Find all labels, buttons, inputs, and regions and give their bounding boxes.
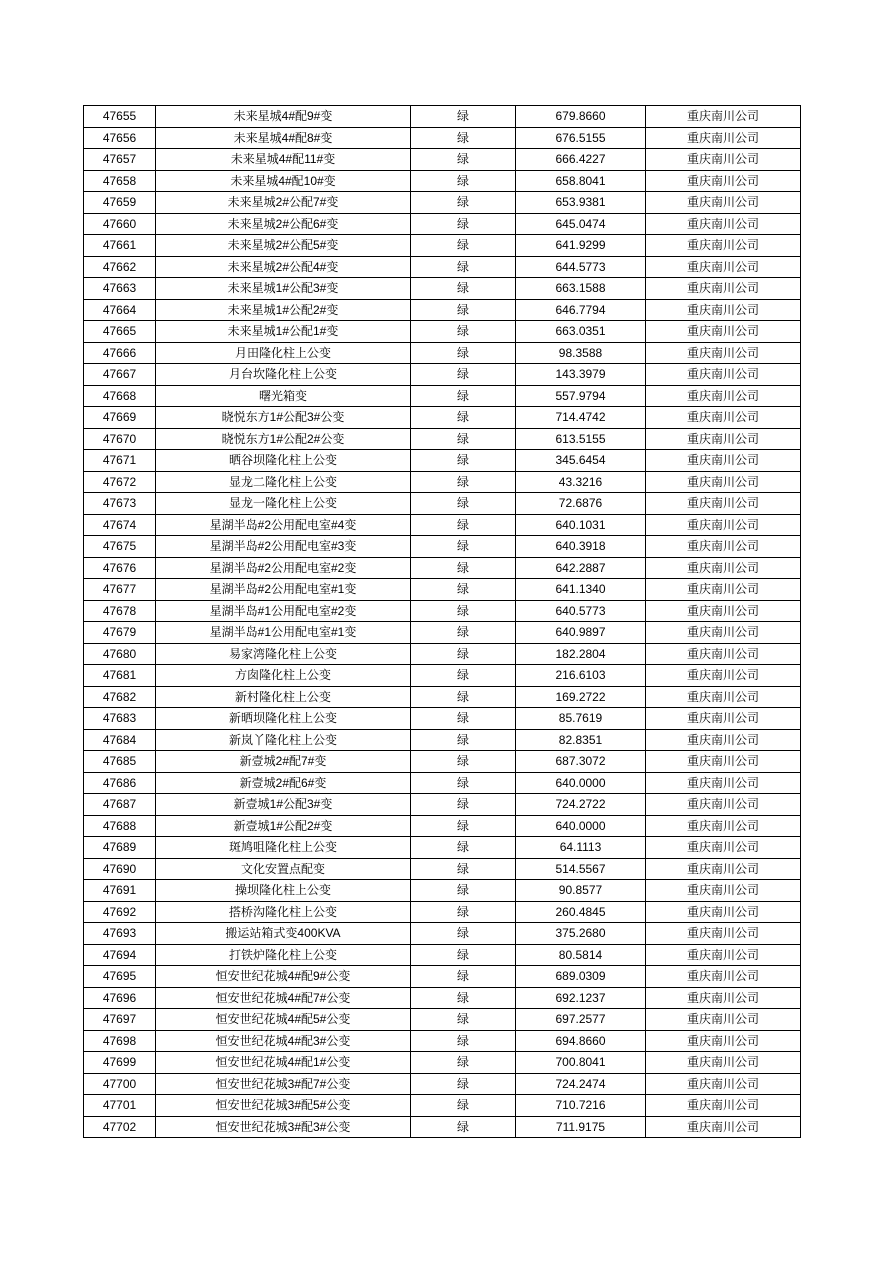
table-row: [84, 213, 801, 235]
table-row: [84, 450, 801, 472]
cell-status: 绿: [411, 643, 516, 665]
cell-company: 重庆南川公司: [646, 665, 801, 687]
table-row: [84, 514, 801, 536]
cell-id: 47671: [84, 450, 156, 472]
table-row: [84, 1116, 801, 1138]
cell-status: 绿: [411, 1030, 516, 1052]
cell-id: 47656: [84, 127, 156, 149]
cell-value: 557.9794: [516, 385, 646, 407]
cell-company: 重庆南川公司: [646, 1116, 801, 1138]
cell-name: 未来星城1#公配1#变: [156, 321, 411, 343]
table-row: [84, 880, 801, 902]
cell-company: 重庆南川公司: [646, 1095, 801, 1117]
cell-id: 47683: [84, 708, 156, 730]
cell-name: 星湖半岛#2公用配电室#3变: [156, 536, 411, 558]
table-row: [84, 794, 801, 816]
cell-name: 未来星城2#公配4#变: [156, 256, 411, 278]
cell-status: 绿: [411, 751, 516, 773]
table-row: [84, 1073, 801, 1095]
cell-value: 90.8577: [516, 880, 646, 902]
cell-name: 恒安世纪花城3#配3#公变: [156, 1116, 411, 1138]
cell-id: 47665: [84, 321, 156, 343]
cell-id: 47700: [84, 1073, 156, 1095]
cell-id: 47688: [84, 815, 156, 837]
table-row: [84, 471, 801, 493]
table-body: [84, 106, 801, 1138]
cell-value: 85.7619: [516, 708, 646, 730]
cell-company: 重庆南川公司: [646, 1030, 801, 1052]
cell-value: 666.4227: [516, 149, 646, 171]
cell-status: 绿: [411, 923, 516, 945]
cell-company: 重庆南川公司: [646, 987, 801, 1009]
cell-name: 新壹城2#配6#变: [156, 772, 411, 794]
table-row: [84, 901, 801, 923]
cell-value: 694.8660: [516, 1030, 646, 1052]
cell-value: 514.5567: [516, 858, 646, 880]
table-row: [84, 170, 801, 192]
table-row: [84, 1009, 801, 1031]
cell-name: 显龙一隆化柱上公变: [156, 493, 411, 515]
cell-status: 绿: [411, 729, 516, 751]
table-row: [84, 321, 801, 343]
cell-company: 重庆南川公司: [646, 686, 801, 708]
cell-company: 重庆南川公司: [646, 170, 801, 192]
cell-company: 重庆南川公司: [646, 342, 801, 364]
cell-name: 恒安世纪花城4#配9#公变: [156, 966, 411, 988]
cell-status: 绿: [411, 880, 516, 902]
cell-status: 绿: [411, 127, 516, 149]
cell-company: 重庆南川公司: [646, 944, 801, 966]
cell-company: 重庆南川公司: [646, 708, 801, 730]
cell-value: 689.0309: [516, 966, 646, 988]
cell-value: 640.0000: [516, 815, 646, 837]
cell-name: 月田隆化柱上公变: [156, 342, 411, 364]
cell-name: 新壹城1#公配3#变: [156, 794, 411, 816]
cell-id: 47669: [84, 407, 156, 429]
cell-name: 斑鸠咀隆化柱上公变: [156, 837, 411, 859]
cell-company: 重庆南川公司: [646, 1073, 801, 1095]
table-row: [84, 192, 801, 214]
cell-name: 晓悦东方1#公配2#公变: [156, 428, 411, 450]
cell-status: 绿: [411, 1116, 516, 1138]
cell-company: 重庆南川公司: [646, 471, 801, 493]
table-row: [84, 579, 801, 601]
cell-value: 641.9299: [516, 235, 646, 257]
cell-value: 216.6103: [516, 665, 646, 687]
cell-status: 绿: [411, 858, 516, 880]
cell-value: 710.7216: [516, 1095, 646, 1117]
cell-id: 47691: [84, 880, 156, 902]
cell-company: 重庆南川公司: [646, 815, 801, 837]
cell-name: 新村隆化柱上公变: [156, 686, 411, 708]
cell-id: 47680: [84, 643, 156, 665]
table-row: [84, 729, 801, 751]
table-row: [84, 772, 801, 794]
cell-value: 82.8351: [516, 729, 646, 751]
cell-status: 绿: [411, 622, 516, 644]
cell-id: 47686: [84, 772, 156, 794]
cell-name: 恒安世纪花城4#配7#公变: [156, 987, 411, 1009]
cell-id: 47672: [84, 471, 156, 493]
cell-id: 47699: [84, 1052, 156, 1074]
cell-id: 47661: [84, 235, 156, 257]
cell-status: 绿: [411, 106, 516, 128]
cell-company: 重庆南川公司: [646, 622, 801, 644]
cell-id: 47658: [84, 170, 156, 192]
cell-company: 重庆南川公司: [646, 536, 801, 558]
cell-name: 文化安置点配变: [156, 858, 411, 880]
table-row: [84, 256, 801, 278]
cell-value: 700.8041: [516, 1052, 646, 1074]
table-row: [84, 1052, 801, 1074]
cell-company: 重庆南川公司: [646, 385, 801, 407]
table-row: [84, 751, 801, 773]
cell-company: 重庆南川公司: [646, 149, 801, 171]
cell-id: 47689: [84, 837, 156, 859]
table-row: [84, 858, 801, 880]
cell-status: 绿: [411, 1052, 516, 1074]
cell-value: 80.5814: [516, 944, 646, 966]
cell-status: 绿: [411, 514, 516, 536]
cell-id: 47682: [84, 686, 156, 708]
cell-name: 易家湾隆化柱上公变: [156, 643, 411, 665]
cell-id: 47687: [84, 794, 156, 816]
cell-id: 47679: [84, 622, 156, 644]
cell-name: 恒安世纪花城4#配1#公变: [156, 1052, 411, 1074]
cell-company: 重庆南川公司: [646, 192, 801, 214]
cell-id: 47657: [84, 149, 156, 171]
table-row: [84, 923, 801, 945]
cell-company: 重庆南川公司: [646, 794, 801, 816]
cell-company: 重庆南川公司: [646, 321, 801, 343]
table-row: [84, 837, 801, 859]
table-row: [84, 428, 801, 450]
table-row: [84, 407, 801, 429]
cell-status: 绿: [411, 493, 516, 515]
cell-company: 重庆南川公司: [646, 901, 801, 923]
cell-status: 绿: [411, 170, 516, 192]
cell-value: 724.2474: [516, 1073, 646, 1095]
cell-name: 恒安世纪花城4#配3#公变: [156, 1030, 411, 1052]
cell-name: 未来星城4#配8#变: [156, 127, 411, 149]
cell-status: 绿: [411, 342, 516, 364]
cell-company: 重庆南川公司: [646, 235, 801, 257]
cell-id: 47685: [84, 751, 156, 773]
cell-id: 47670: [84, 428, 156, 450]
cell-id: 47667: [84, 364, 156, 386]
cell-value: 143.3979: [516, 364, 646, 386]
cell-name: 未来星城1#公配2#变: [156, 299, 411, 321]
table-row: [84, 708, 801, 730]
table-row: [84, 342, 801, 364]
cell-status: 绿: [411, 794, 516, 816]
cell-name: 恒安世纪花城4#配5#公变: [156, 1009, 411, 1031]
cell-status: 绿: [411, 557, 516, 579]
table-row: [84, 235, 801, 257]
cell-status: 绿: [411, 600, 516, 622]
cell-value: 98.3588: [516, 342, 646, 364]
cell-status: 绿: [411, 536, 516, 558]
cell-id: 47664: [84, 299, 156, 321]
cell-status: 绿: [411, 1073, 516, 1095]
cell-id: 47659: [84, 192, 156, 214]
table-row: [84, 987, 801, 1009]
cell-value: 711.9175: [516, 1116, 646, 1138]
cell-status: 绿: [411, 149, 516, 171]
cell-id: 47675: [84, 536, 156, 558]
cell-name: 新岚丫隆化柱上公变: [156, 729, 411, 751]
cell-status: 绿: [411, 364, 516, 386]
cell-value: 641.1340: [516, 579, 646, 601]
cell-value: 260.4845: [516, 901, 646, 923]
table-row: [84, 106, 801, 128]
cell-company: 重庆南川公司: [646, 600, 801, 622]
cell-id: 47673: [84, 493, 156, 515]
cell-name: 星湖半岛#2公用配电室#4变: [156, 514, 411, 536]
cell-name: 新晒坝隆化柱上公变: [156, 708, 411, 730]
cell-status: 绿: [411, 428, 516, 450]
cell-value: 653.9381: [516, 192, 646, 214]
cell-company: 重庆南川公司: [646, 837, 801, 859]
cell-value: 640.5773: [516, 600, 646, 622]
cell-id: 47677: [84, 579, 156, 601]
cell-id: 47668: [84, 385, 156, 407]
cell-name: 未来星城4#配11#变: [156, 149, 411, 171]
cell-value: 692.1237: [516, 987, 646, 1009]
cell-value: 640.9897: [516, 622, 646, 644]
cell-id: 47697: [84, 1009, 156, 1031]
cell-status: 绿: [411, 815, 516, 837]
cell-company: 重庆南川公司: [646, 880, 801, 902]
cell-value: 687.3072: [516, 751, 646, 773]
table-row: [84, 665, 801, 687]
cell-company: 重庆南川公司: [646, 729, 801, 751]
cell-status: 绿: [411, 686, 516, 708]
cell-company: 重庆南川公司: [646, 493, 801, 515]
cell-value: 375.2680: [516, 923, 646, 945]
cell-id: 47660: [84, 213, 156, 235]
table-row: [84, 127, 801, 149]
cell-status: 绿: [411, 966, 516, 988]
cell-company: 重庆南川公司: [646, 772, 801, 794]
cell-company: 重庆南川公司: [646, 299, 801, 321]
cell-company: 重庆南川公司: [646, 858, 801, 880]
cell-id: 47662: [84, 256, 156, 278]
cell-status: 绿: [411, 901, 516, 923]
table-row: [84, 1095, 801, 1117]
cell-name: 月台坎隆化柱上公变: [156, 364, 411, 386]
cell-company: 重庆南川公司: [646, 127, 801, 149]
table-row: [84, 364, 801, 386]
cell-value: 676.5155: [516, 127, 646, 149]
cell-status: 绿: [411, 256, 516, 278]
cell-company: 重庆南川公司: [646, 966, 801, 988]
cell-company: 重庆南川公司: [646, 1052, 801, 1074]
cell-value: 640.1031: [516, 514, 646, 536]
cell-id: 47695: [84, 966, 156, 988]
cell-name: 恒安世纪花城3#配7#公变: [156, 1073, 411, 1095]
cell-company: 重庆南川公司: [646, 557, 801, 579]
cell-id: 47684: [84, 729, 156, 751]
cell-value: 658.8041: [516, 170, 646, 192]
cell-name: 未来星城2#公配7#变: [156, 192, 411, 214]
cell-status: 绿: [411, 837, 516, 859]
table-row: [84, 622, 801, 644]
cell-name: 未来星城4#配10#变: [156, 170, 411, 192]
cell-value: 663.1588: [516, 278, 646, 300]
cell-name: 搬运站箱式变400KVA: [156, 923, 411, 945]
cell-value: 169.2722: [516, 686, 646, 708]
table-row: [84, 1030, 801, 1052]
cell-value: 646.7794: [516, 299, 646, 321]
table-row: [84, 385, 801, 407]
table-row: [84, 643, 801, 665]
cell-name: 方囱隆化柱上公变: [156, 665, 411, 687]
cell-status: 绿: [411, 471, 516, 493]
table-row: [84, 815, 801, 837]
table-row: [84, 278, 801, 300]
cell-status: 绿: [411, 321, 516, 343]
cell-name: 未来星城2#公配6#变: [156, 213, 411, 235]
cell-id: 47692: [84, 901, 156, 923]
cell-value: 613.5155: [516, 428, 646, 450]
cell-value: 640.3918: [516, 536, 646, 558]
cell-name: 操坝隆化柱上公变: [156, 880, 411, 902]
cell-id: 47676: [84, 557, 156, 579]
cell-name: 恒安世纪花城3#配5#公变: [156, 1095, 411, 1117]
cell-value: 724.2722: [516, 794, 646, 816]
cell-name: 星湖半岛#2公用配电室#1变: [156, 579, 411, 601]
table-row: [84, 536, 801, 558]
cell-status: 绿: [411, 772, 516, 794]
cell-id: 47663: [84, 278, 156, 300]
cell-name: 晒谷坝隆化柱上公变: [156, 450, 411, 472]
cell-value: 663.0351: [516, 321, 646, 343]
cell-status: 绿: [411, 213, 516, 235]
cell-name: 搭桥沟隆化柱上公变: [156, 901, 411, 923]
cell-id: 47701: [84, 1095, 156, 1117]
cell-company: 重庆南川公司: [646, 514, 801, 536]
cell-status: 绿: [411, 450, 516, 472]
table-row: [84, 557, 801, 579]
cell-company: 重庆南川公司: [646, 256, 801, 278]
cell-name: 曙光箱变: [156, 385, 411, 407]
cell-company: 重庆南川公司: [646, 643, 801, 665]
cell-company: 重庆南川公司: [646, 751, 801, 773]
cell-company: 重庆南川公司: [646, 579, 801, 601]
cell-id: 47698: [84, 1030, 156, 1052]
cell-name: 打铁炉隆化柱上公变: [156, 944, 411, 966]
cell-name: 晓悦东方1#公配3#公变: [156, 407, 411, 429]
cell-name: 新壹城2#配7#变: [156, 751, 411, 773]
cell-id: 47655: [84, 106, 156, 128]
cell-status: 绿: [411, 278, 516, 300]
table-row: [84, 944, 801, 966]
cell-id: 47694: [84, 944, 156, 966]
cell-company: 重庆南川公司: [646, 278, 801, 300]
cell-company: 重庆南川公司: [646, 364, 801, 386]
cell-value: 642.2887: [516, 557, 646, 579]
cell-status: 绿: [411, 299, 516, 321]
cell-status: 绿: [411, 987, 516, 1009]
cell-id: 47678: [84, 600, 156, 622]
cell-name: 新壹城1#公配2#变: [156, 815, 411, 837]
cell-id: 47693: [84, 923, 156, 945]
cell-status: 绿: [411, 1009, 516, 1031]
cell-company: 重庆南川公司: [646, 1009, 801, 1031]
cell-value: 345.6454: [516, 450, 646, 472]
cell-status: 绿: [411, 1095, 516, 1117]
cell-value: 64.1113: [516, 837, 646, 859]
cell-company: 重庆南川公司: [646, 213, 801, 235]
cell-name: 未来星城4#配9#变: [156, 106, 411, 128]
transformer-table: [83, 105, 801, 1138]
cell-name: 显龙二隆化柱上公变: [156, 471, 411, 493]
cell-value: 645.0474: [516, 213, 646, 235]
cell-value: 697.2577: [516, 1009, 646, 1031]
cell-company: 重庆南川公司: [646, 428, 801, 450]
table-row: [84, 600, 801, 622]
cell-name: 未来星城2#公配5#变: [156, 235, 411, 257]
cell-name: 星湖半岛#1公用配电室#2变: [156, 600, 411, 622]
table-row: [84, 493, 801, 515]
table-row: [84, 686, 801, 708]
cell-id: 47666: [84, 342, 156, 364]
cell-status: 绿: [411, 235, 516, 257]
cell-value: 182.2804: [516, 643, 646, 665]
cell-id: 47674: [84, 514, 156, 536]
cell-name: 星湖半岛#1公用配电室#1变: [156, 622, 411, 644]
cell-company: 重庆南川公司: [646, 407, 801, 429]
cell-company: 重庆南川公司: [646, 923, 801, 945]
cell-status: 绿: [411, 407, 516, 429]
cell-company: 重庆南川公司: [646, 106, 801, 128]
cell-status: 绿: [411, 385, 516, 407]
cell-status: 绿: [411, 944, 516, 966]
cell-id: 47696: [84, 987, 156, 1009]
table-row: [84, 966, 801, 988]
cell-value: 679.8660: [516, 106, 646, 128]
cell-status: 绿: [411, 708, 516, 730]
cell-value: 43.3216: [516, 471, 646, 493]
cell-id: 47690: [84, 858, 156, 880]
cell-status: 绿: [411, 665, 516, 687]
cell-company: 重庆南川公司: [646, 450, 801, 472]
cell-value: 714.4742: [516, 407, 646, 429]
cell-value: 644.5773: [516, 256, 646, 278]
table-row: [84, 299, 801, 321]
cell-status: 绿: [411, 192, 516, 214]
cell-name: 星湖半岛#2公用配电室#2变: [156, 557, 411, 579]
cell-value: 72.6876: [516, 493, 646, 515]
table-row: [84, 149, 801, 171]
cell-id: 47681: [84, 665, 156, 687]
cell-name: 未来星城1#公配3#变: [156, 278, 411, 300]
cell-id: 47702: [84, 1116, 156, 1138]
cell-status: 绿: [411, 579, 516, 601]
cell-value: 640.0000: [516, 772, 646, 794]
